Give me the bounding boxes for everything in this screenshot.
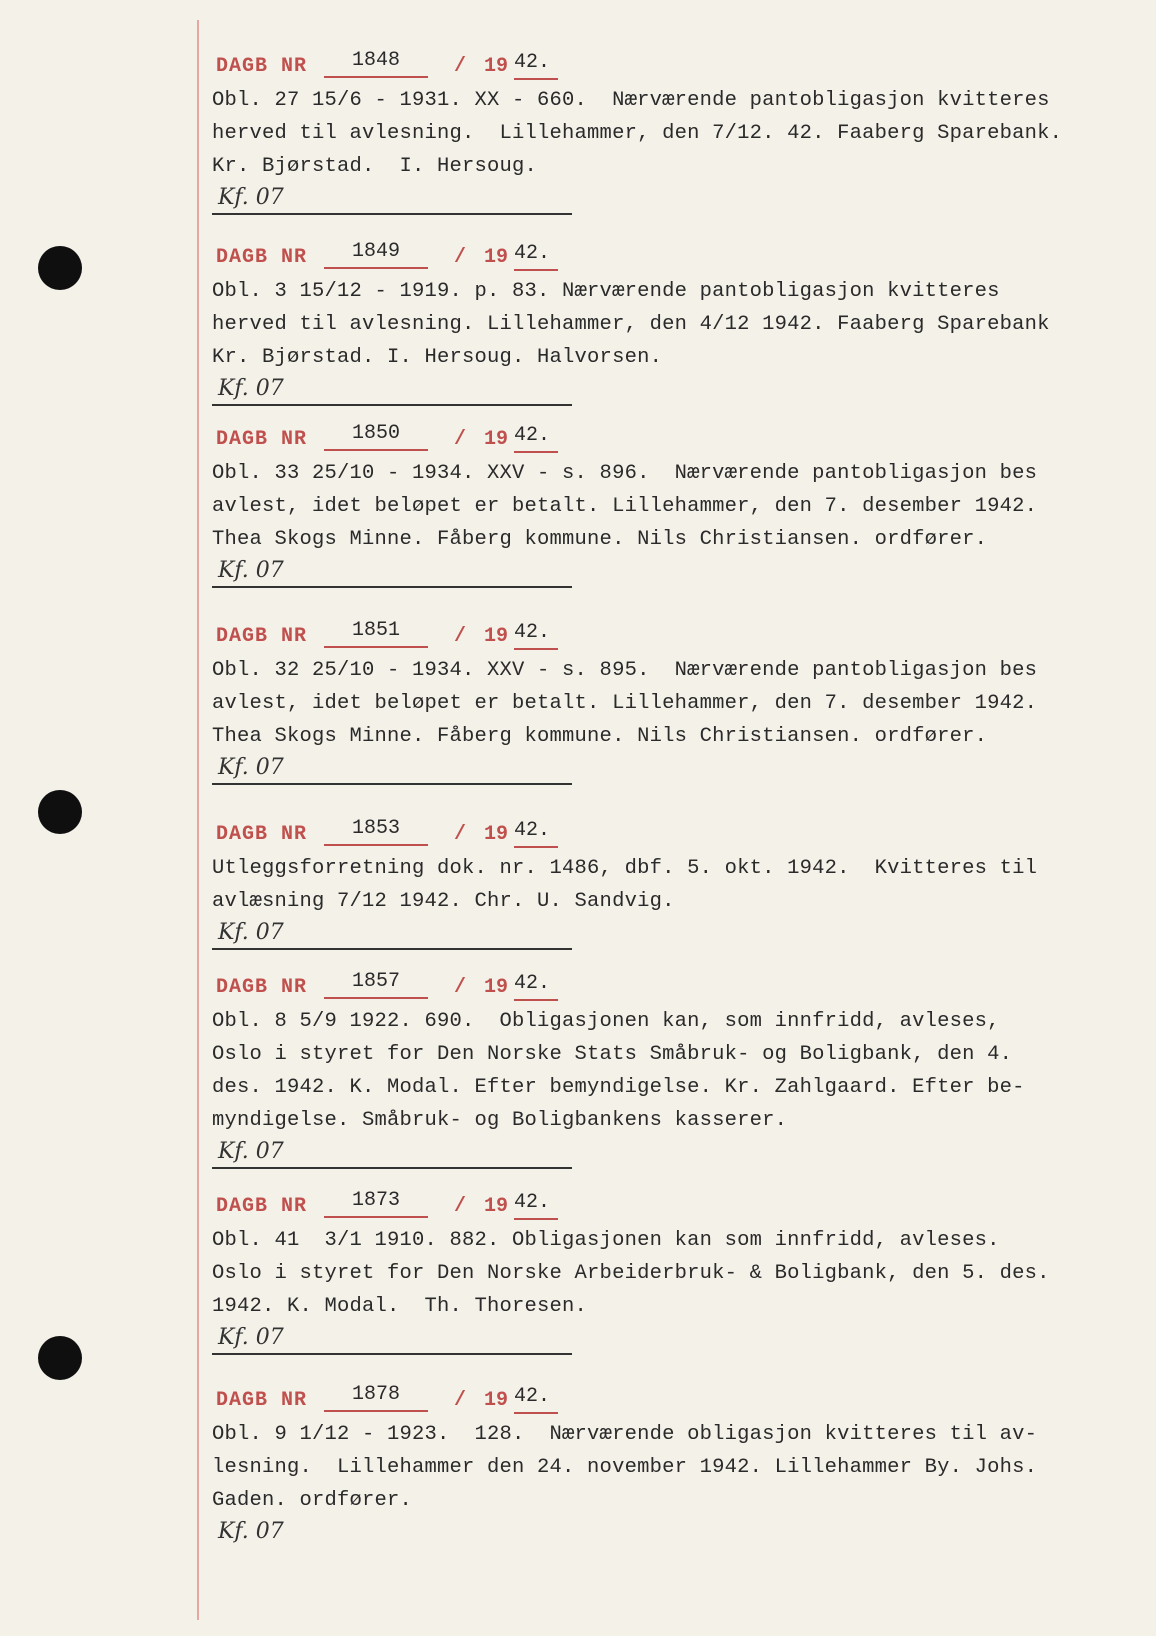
separator-line bbox=[212, 948, 572, 950]
separator-line bbox=[212, 1167, 572, 1169]
punch-hole bbox=[38, 246, 82, 290]
entry-header: DAGB NR 1878 / 19 42. bbox=[212, 1386, 1132, 1416]
dagb-label: DAGB NR bbox=[216, 625, 308, 648]
century: 19 bbox=[484, 428, 509, 451]
year: 42. bbox=[514, 421, 558, 453]
entry-text: Obl. 33 25/10 - 1934. XXV - s. 896. Nærværende pantobligasjon bes avlest, idet beløpet er betalt. Lillehammer, den 7. desember 1942. Thea Skogs Minne. Fåberg kommune. Nils Christiansen. ordfører. bbox=[212, 462, 1038, 551]
entry-1878 bbox=[212, 1383, 1132, 1557]
century: 19 bbox=[484, 823, 509, 846]
separator-line bbox=[212, 213, 572, 215]
dagb-label: DAGB NR bbox=[216, 55, 308, 78]
signature-mark: Kf. 07 bbox=[212, 753, 1132, 793]
entry-1851 bbox=[212, 619, 1132, 793]
year: 42. bbox=[514, 969, 558, 1001]
entry-1850 bbox=[212, 422, 1132, 596]
dagb-label: DAGB NR bbox=[216, 976, 308, 999]
year: 42. bbox=[514, 816, 558, 848]
signature-mark: Kf. 07 bbox=[212, 374, 1132, 414]
dagb-label: DAGB NR bbox=[216, 1195, 308, 1218]
punch-hole bbox=[38, 1336, 82, 1380]
entry-header: DAGB NR 1873 / 19 42. bbox=[212, 1192, 1132, 1222]
year: 42. bbox=[514, 1382, 558, 1414]
entry-1849 bbox=[212, 240, 1132, 414]
entry-number: 1857 bbox=[324, 967, 428, 999]
entry-header: DAGB NR 1853 / 19 42. bbox=[212, 820, 1132, 850]
entry-header: DAGB NR 1851 / 19 42. bbox=[212, 622, 1132, 652]
signature-mark: Kf. 07 bbox=[212, 918, 1132, 958]
signature-mark: Kf. 07 bbox=[212, 1137, 1132, 1177]
entry-header: DAGB NR 1848 / 19 42. bbox=[212, 52, 1132, 82]
entry-1853 bbox=[212, 817, 1132, 958]
dagb-label: DAGB NR bbox=[216, 823, 308, 846]
dagb-label: DAGB NR bbox=[216, 246, 308, 269]
century: 19 bbox=[484, 1389, 509, 1412]
margin-rule bbox=[197, 20, 199, 1620]
entry-number: 1851 bbox=[324, 616, 428, 648]
entry-1873 bbox=[212, 1189, 1132, 1363]
century: 19 bbox=[484, 976, 509, 999]
entry-1857 bbox=[212, 970, 1132, 1177]
separator-line bbox=[212, 404, 572, 406]
signature-mark: Kf. 07 bbox=[212, 183, 1132, 223]
entry-number: 1848 bbox=[324, 46, 428, 78]
entry-number: 1878 bbox=[324, 1380, 428, 1412]
punch-hole bbox=[38, 790, 82, 834]
year: 42. bbox=[514, 239, 558, 271]
entry-number: 1850 bbox=[324, 419, 428, 451]
dagb-label: DAGB NR bbox=[216, 1389, 308, 1412]
year: 42. bbox=[514, 1188, 558, 1220]
century: 19 bbox=[484, 246, 509, 269]
separator-line bbox=[212, 783, 572, 785]
dagb-label: DAGB NR bbox=[216, 428, 308, 451]
signature-mark: Kf. 07 bbox=[218, 1519, 284, 1544]
separator-line bbox=[212, 586, 572, 588]
signature-mark: Kf. 07 bbox=[212, 1323, 1132, 1363]
entry-1848 bbox=[212, 49, 1132, 223]
entry-text: Obl. 8 5/9 1922. 690. Obligasjonen kan, som innfridd, avleses, Oslo i styret for Den Norske Stats Småbruk- og Boligbank, den 4. des. 1942. K. Modal. Efter bemyndigelse. Kr. Zahlgaard. Efter be- myndigelse. Småbruk- og Boligbankens kasserer. bbox=[212, 1010, 1025, 1132]
entry-text: Obl. 41 3/1 1910. 882. Obligasjonen kan som innfridd, avleses. Oslo i styret for Den Norske Arbeiderbruk- & Boligbank, den 5. des. 1942. K. Modal. Th. Thoresen. bbox=[212, 1229, 1050, 1318]
entry-header: DAGB NR 1849 / 19 42. bbox=[212, 243, 1132, 273]
entry-header: DAGB NR 1857 / 19 42. bbox=[212, 973, 1132, 1003]
entry-header: DAGB NR 1850 / 19 42. bbox=[212, 425, 1132, 455]
entry-number: 1873 bbox=[324, 1186, 428, 1218]
entry-number: 1853 bbox=[324, 814, 428, 846]
entry-text: Obl. 27 15/6 - 1931. XX - 660. Nærværende pantobligasjon kvitteres herved til avlesning. Lillehammer, den 7/12. 42. Faaberg Sparebank. Kr. Bjørstad. I. Hersoug. bbox=[212, 89, 1063, 178]
century: 19 bbox=[484, 625, 509, 648]
separator-line bbox=[212, 1353, 572, 1355]
entry-text: Obl. 3 15/12 - 1919. p. 83. Nærværende pantobligasjon kvitteres herved til avlesning. Lillehammer, den 4/12 1942. Faaberg Sparebank Kr. Bjørstad. I. Hersoug. Halvorsen. bbox=[212, 280, 1050, 369]
entry-text: Utleggsforretning dok. nr. 1486, dbf. 5. okt. 1942. Kvitteres til avlæsning 7/12 1942. Chr. U. Sandvig. bbox=[212, 857, 1038, 913]
year: 42. bbox=[514, 48, 558, 80]
year: 42. bbox=[514, 618, 558, 650]
signature-mark: Kf. 07 bbox=[212, 556, 1132, 596]
century: 19 bbox=[484, 55, 509, 78]
century: 19 bbox=[484, 1195, 509, 1218]
entry-number: 1849 bbox=[324, 237, 428, 269]
entry-text: Obl. 9 1/12 - 1923. 128. Nærværende obligasjon kvitteres til av- lesning. Lillehammer den 24. november 1942. Lillehammer By. Johs. Gaden. ordfører. bbox=[212, 1423, 1038, 1512]
entry-text: Obl. 32 25/10 - 1934. XXV - s. 895. Nærværende pantobligasjon bes avlest, idet beløpet er betalt. Lillehammer, den 7. desember 1942. Thea Skogs Minne. Fåberg kommune. Nils Christiansen. ordfører. bbox=[212, 659, 1038, 748]
